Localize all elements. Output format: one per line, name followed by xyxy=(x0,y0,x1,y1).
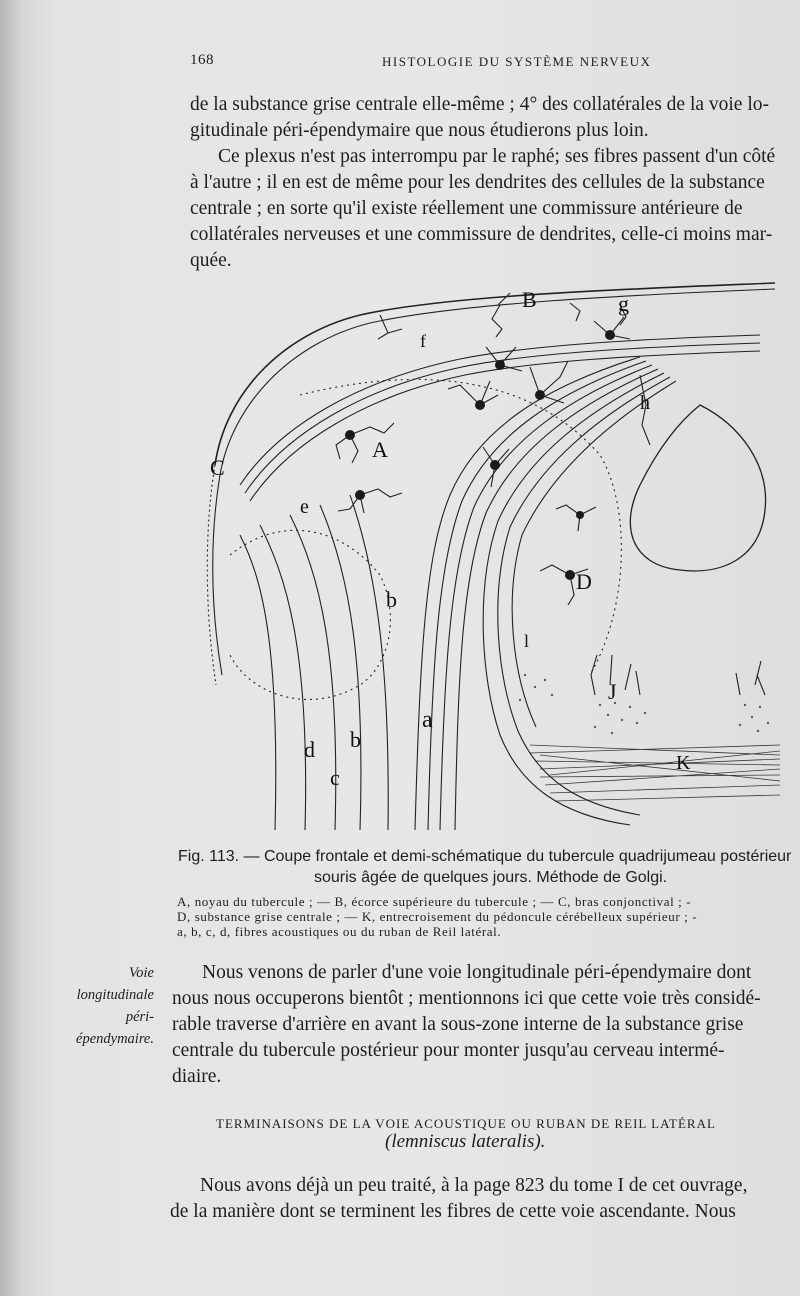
text-line: Ce plexus n'est pas interrompu par le raphé; ses fibres passent d'un côté xyxy=(218,146,776,167)
legend-line: A, noyau du tubercule ; — B, écorce supérieure du tubercule ; — C, bras conjonctival ; - xyxy=(177,894,692,909)
text-line: rable traverse d'arrière en avant la sous-zone interne de la substance grise xyxy=(172,1014,744,1035)
label-a: a xyxy=(422,707,433,733)
label-C: C xyxy=(210,455,225,480)
paragraph-terminaisons xyxy=(170,1173,747,1225)
section-subheading: (lemniscus lateralis). xyxy=(385,1131,546,1152)
figure-caption xyxy=(178,846,791,888)
label-f: f xyxy=(420,331,426,351)
text-line: collatérales nerveuses et une commissure de dendrites, celle-ci moins mar- xyxy=(190,224,773,245)
figure-legend xyxy=(177,894,697,939)
section-heading: TERMINAISONS DE LA VOIE ACOUSTIQUE OU RUBAN DE REIL LATÉRAL xyxy=(216,1116,716,1131)
label-J: J xyxy=(608,679,617,704)
caption-line: Fig. 113. — Coupe frontale et demi-schématique du tubercule quadrijumeau postérieur xyxy=(178,848,792,865)
text-line: diaire. xyxy=(172,1066,222,1087)
text-line: centrale du tubercule postérieur pour monter jusqu'au cerveau intermé- xyxy=(172,1040,725,1061)
caption-line: souris âgée de quelques jours. Méthode de Golgi. xyxy=(314,869,668,886)
legend-line: a, b, c, d, fibres acoustiques ou du ruban de Reil latéral. xyxy=(177,924,502,939)
text-line: centrale ; en sorte qu'il existe réellement une commissure antérieure de xyxy=(190,198,743,219)
margin-note: Voie longitudinale péri-épendymaire. xyxy=(76,965,154,1047)
paragraph-continued xyxy=(190,92,769,144)
text-line: nous nous occuperons bientôt ; mentionnons ici que cette voie très considé- xyxy=(172,988,761,1009)
label-d: d xyxy=(304,737,315,762)
running-title: HISTOLOGIE DU SYSTÈME NERVEUX xyxy=(382,54,652,69)
label-b-lower: b xyxy=(350,727,361,752)
label-h: h xyxy=(640,392,650,414)
text-line: de la manière dont se terminent les fibres de cette voie ascendante. Nous xyxy=(170,1201,736,1222)
text-line: quée. xyxy=(190,250,232,271)
text-line: Nous avons déjà un peu traité, à la page 823 du tome I de cet ouvrage, xyxy=(200,1175,748,1196)
text-line: de la substance grise centrale elle-même ; 4° des collatérales de la voie lo- xyxy=(190,94,770,115)
text-line: gitudinale péri-épendymaire que nous étudierons plus loin. xyxy=(190,120,649,141)
label-e: e xyxy=(300,496,309,518)
label-l: l xyxy=(524,631,530,651)
label-c: c xyxy=(330,765,340,790)
paragraph-voie xyxy=(172,960,761,1090)
label-A: A xyxy=(372,437,388,462)
label-b-upper: b xyxy=(386,587,397,612)
label-g: g xyxy=(618,291,629,316)
label-K: K xyxy=(676,752,691,774)
page-number: 168 xyxy=(190,52,214,68)
histology-figure xyxy=(200,275,785,835)
label-B: B xyxy=(522,287,537,312)
legend-line: D, substance grise centrale ; — K, entrecroisement du pédoncule cérébelleux supérieur ; - xyxy=(177,909,698,924)
label-D: D xyxy=(576,569,592,594)
text-line: à l'autre ; il en est de même pour les dendrites des cellules de la substance xyxy=(190,172,765,193)
paragraph-plexus xyxy=(190,144,775,274)
text-line: Nous venons de parler d'une voie longitudinale péri-épendymaire dont xyxy=(202,962,752,983)
